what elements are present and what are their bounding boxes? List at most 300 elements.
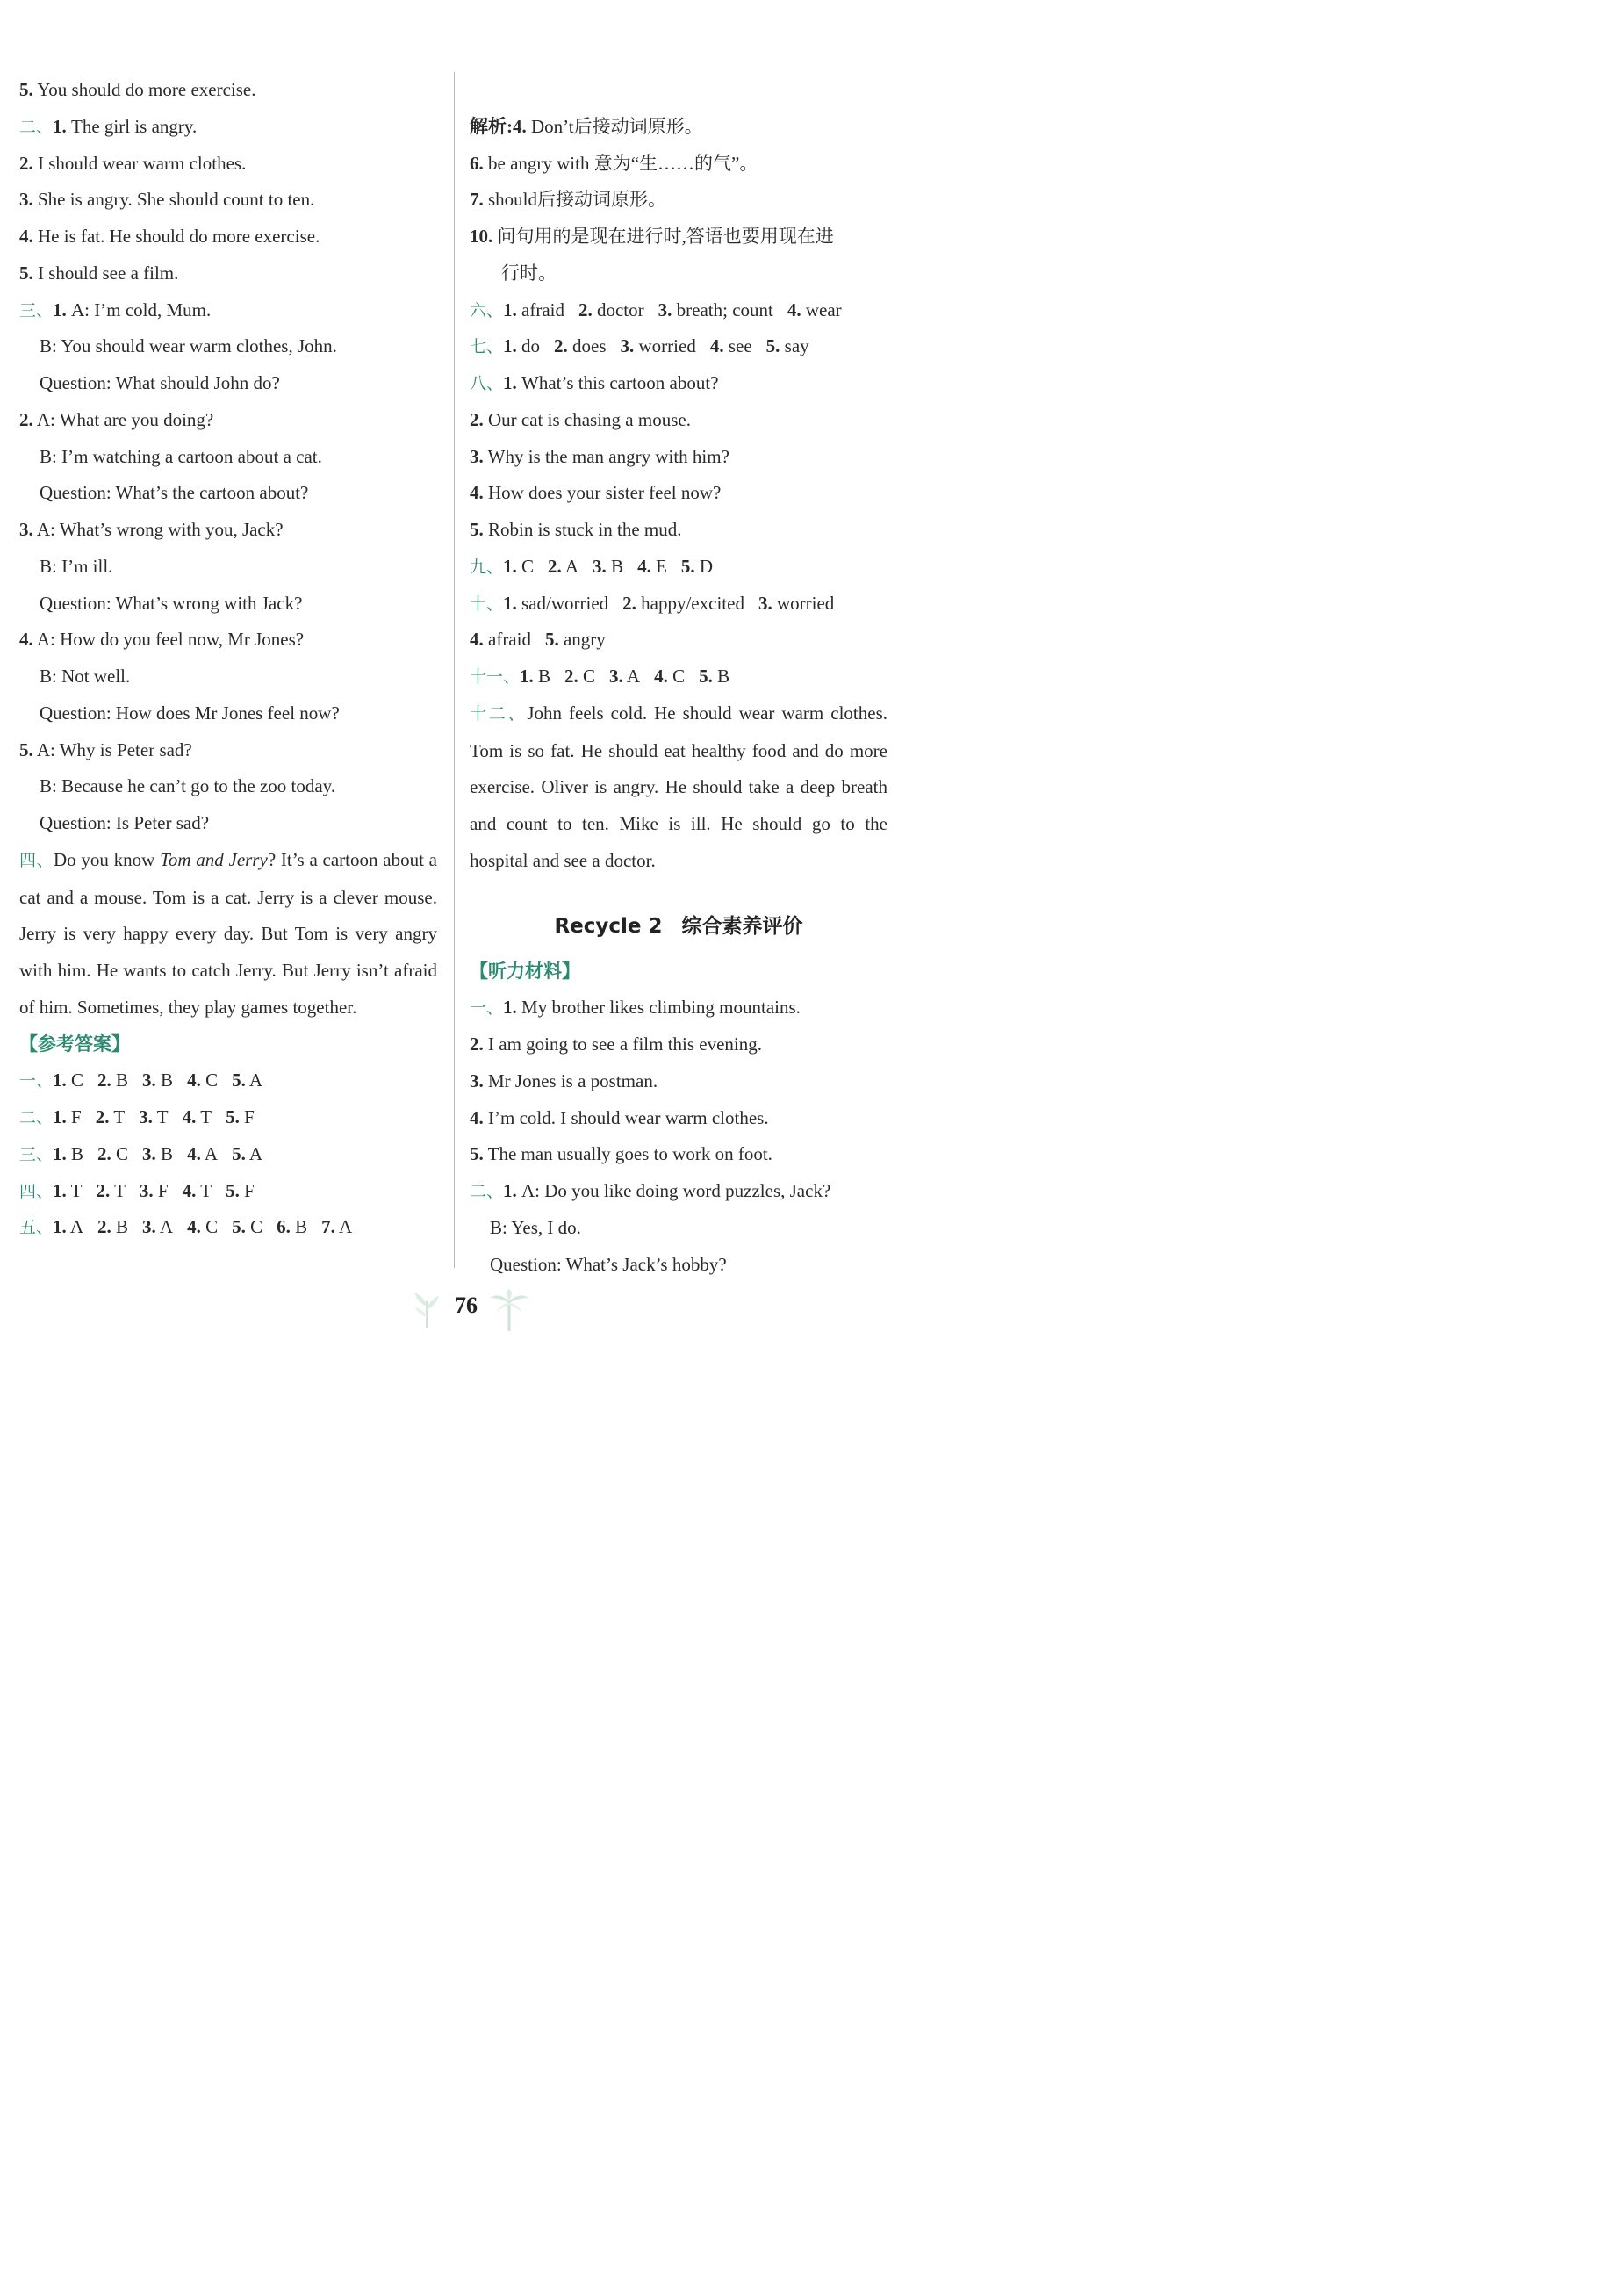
text-line — [19, 72, 437, 109]
line-text: should后接动词原形。 — [483, 189, 667, 211]
item-number: 1. — [503, 335, 517, 357]
item-number: 3. — [139, 1106, 153, 1127]
item-number: 2. — [19, 152, 33, 174]
answer-item — [187, 1136, 218, 1173]
section-11-answers — [470, 659, 887, 695]
section-label: 三、 — [19, 1144, 54, 1164]
answer-value: worried — [634, 335, 696, 357]
line-text: B: You should wear warm clothes, John. — [40, 335, 337, 357]
item-number: 5. — [544, 629, 559, 651]
item-number: 6. — [470, 152, 484, 174]
answer-value: afraid — [516, 299, 564, 320]
line-text: The girl is angry. — [66, 115, 198, 137]
section-label: 六、 — [470, 300, 504, 320]
item-number: 2. — [470, 1033, 484, 1055]
answer-item — [321, 1209, 352, 1246]
line-text: Question: What’s Jack’s hobby? — [490, 1253, 727, 1275]
answer-item — [622, 586, 744, 623]
item-number: 3. — [758, 592, 772, 614]
answer-value: T — [152, 1106, 169, 1127]
answer-item — [545, 622, 606, 659]
answer-item — [139, 1099, 168, 1136]
answers-8-10 — [470, 72, 887, 109]
answer-item — [187, 1062, 218, 1099]
answer-item — [503, 549, 534, 586]
item-number: 5. — [232, 1069, 246, 1091]
item-number: 5. — [470, 1143, 484, 1165]
item-number: 1. — [53, 1106, 67, 1127]
item-number: 1. — [503, 299, 517, 320]
answer-item — [53, 1209, 83, 1246]
item-number: 1. — [503, 592, 517, 614]
item-number: 5. — [232, 1142, 246, 1164]
analysis-block — [470, 109, 887, 292]
line-text: A: Do you like doing word puzzles, Jack? — [516, 1180, 831, 1201]
line-text: A: How do you feel now, Mr Jones? — [32, 629, 305, 651]
left-listening-items — [19, 72, 437, 842]
item-number: 7. — [321, 1216, 335, 1238]
line-text: Mr Jones is a postman. — [483, 1069, 658, 1091]
answer-item — [787, 292, 842, 329]
answer-item — [637, 549, 667, 586]
item-number: 2. — [622, 592, 636, 614]
item-number: 5. — [19, 262, 33, 284]
text-line — [19, 292, 437, 329]
left-column — [19, 72, 437, 1246]
answer-item — [710, 328, 752, 365]
text-line — [470, 1247, 887, 1284]
item-number: 1. — [53, 1179, 67, 1201]
text-line — [19, 732, 437, 769]
recycle-listening-items — [470, 990, 887, 1283]
answer-value: happy/excited — [636, 592, 744, 614]
text-line — [19, 586, 437, 623]
listening-material-heading: 【听力材料】 — [470, 960, 580, 982]
answer-value: say — [780, 335, 809, 357]
answer-item — [470, 622, 531, 659]
line-text: B: I’m ill. — [40, 555, 113, 577]
answer-item — [96, 1099, 125, 1136]
answer-row — [19, 1173, 437, 1210]
answer-item — [232, 1209, 262, 1246]
answer-value: B — [606, 555, 624, 577]
item-number: 2. — [470, 408, 484, 430]
section-label: 四、 — [19, 850, 54, 870]
answer-value: A — [561, 555, 579, 577]
answer-item — [53, 1062, 83, 1099]
recycle-heading — [470, 899, 887, 954]
item-number: 4. — [182, 1179, 197, 1201]
leaf-ornament-icon — [409, 1289, 444, 1329]
answer-key-heading: 【参考答案】 — [19, 1033, 130, 1055]
text-line — [19, 695, 437, 732]
line-text: Question: What’s wrong with Jack? — [40, 592, 303, 614]
item-number: 5. — [765, 335, 780, 357]
section-label: 十一、 — [470, 667, 521, 687]
answer-item — [226, 1099, 255, 1136]
answer-row — [19, 1209, 437, 1246]
item-number: 4. — [19, 226, 33, 247]
line-text: Question: Is Peter sad? — [40, 812, 210, 833]
section-label: 二、 — [470, 1182, 504, 1201]
text-line — [470, 512, 887, 549]
text-line — [470, 1136, 887, 1173]
item-number: 1. — [53, 1142, 67, 1164]
item-number: 1. — [53, 115, 67, 137]
text-line — [470, 1026, 887, 1063]
answer-item — [564, 659, 595, 695]
analysis-line — [470, 256, 887, 292]
line-text: How does your sister feel now? — [483, 482, 722, 504]
answer-value: D — [694, 555, 714, 577]
item-number: 5. — [680, 555, 695, 577]
answer-value: afraid — [483, 629, 531, 651]
section-label: 一、 — [19, 1071, 54, 1091]
passage-section-4: 四、Do you know Tom and Jerry? It’s a cartoon about a cat and a mouse. Tom is a cat. Jerry is a clever mouse. Jerry is very happy every day. But Tom is very angry with him. He wants to catch Jerry. But Jerry isn’t afraid of him. Sometimes, they play games together. — [19, 848, 437, 1018]
answer-value: C — [200, 1069, 219, 1091]
item-number: 4. — [470, 1106, 484, 1128]
answer-value: C — [516, 555, 535, 577]
answer-item — [183, 1173, 212, 1210]
line-text: B: Because he can’t go to the zoo today. — [40, 775, 336, 797]
answer-value: T — [196, 1106, 212, 1127]
section-9-answers — [470, 549, 887, 586]
item-number: 3. — [19, 519, 33, 540]
item-number: 1. — [53, 299, 67, 320]
item-number: 4. — [654, 666, 668, 687]
answer-item — [142, 1062, 173, 1099]
item-number: 4. — [187, 1069, 201, 1091]
answer-value: B — [111, 1216, 129, 1238]
section-label: 七、 — [470, 337, 504, 357]
text-line — [470, 1173, 887, 1210]
section-label: 十、 — [470, 594, 504, 614]
answer-item — [232, 1136, 262, 1173]
answer-item — [503, 292, 564, 329]
answer-value: wear — [801, 299, 842, 320]
text-line — [470, 475, 887, 512]
line-text: 行时。 — [501, 262, 557, 284]
answer-value: worried — [772, 592, 835, 614]
line-text: You should do more exercise. — [32, 79, 256, 100]
text-line — [19, 475, 437, 512]
item-number: 2. — [97, 1142, 111, 1164]
text-line — [19, 439, 437, 476]
text-line — [19, 805, 437, 842]
page-number: 76 — [455, 1293, 478, 1318]
line-text: A: What’s wrong with you, Jack? — [32, 519, 284, 540]
section-10-answers-cont — [470, 622, 887, 659]
answer-value: F — [239, 1179, 255, 1201]
palm-ornament-icon — [488, 1289, 530, 1333]
text-line — [470, 1100, 887, 1137]
item-number: 1. — [520, 666, 534, 687]
line-text: What’s this cartoon about? — [516, 372, 719, 393]
item-number: 3. — [658, 299, 672, 320]
answer-value: C — [111, 1142, 129, 1164]
item-number: 7. — [470, 189, 484, 211]
answer-item — [503, 328, 540, 365]
item-number: 1. — [503, 555, 517, 577]
item-number: 4. — [513, 115, 527, 137]
answer-value: C — [578, 666, 596, 687]
answer-item — [503, 586, 608, 623]
line-text: I should see a film. — [32, 262, 179, 284]
fill-in-answers — [470, 292, 887, 366]
answer-row — [19, 1099, 437, 1136]
answer-item — [187, 1209, 218, 1246]
item-number: 5. — [226, 1179, 240, 1201]
item-number: 4. — [709, 335, 724, 357]
text-line — [19, 146, 437, 183]
section-label: 八、 — [470, 374, 504, 393]
answer-item — [277, 1209, 307, 1246]
item-number: 10. — [470, 226, 493, 247]
line-text: He is fat. He should do more exercise. — [32, 226, 320, 247]
answer-item — [520, 659, 550, 695]
item-number: 3. — [609, 666, 623, 687]
answer-value: E — [650, 555, 667, 577]
text-line — [470, 402, 887, 439]
text-line — [19, 622, 437, 659]
section-label: 一、 — [470, 998, 504, 1019]
answer-row — [19, 1062, 437, 1099]
text-line — [19, 219, 437, 256]
item-number: 2. — [578, 299, 593, 320]
answer-item — [681, 549, 713, 586]
section-8-answers — [470, 365, 887, 549]
item-number: 3. — [593, 555, 607, 577]
answer-value: A — [622, 666, 641, 687]
answer-value: sad/worried — [516, 592, 609, 614]
item-number: 4. — [187, 1216, 201, 1238]
section-label: 九、 — [470, 557, 504, 577]
item-number: 1. — [503, 372, 517, 393]
item-number: 5. — [699, 666, 713, 687]
line-text: A: I’m cold, Mum. — [66, 299, 212, 320]
answer-item — [226, 1173, 255, 1210]
item-number: 3. — [139, 1179, 154, 1201]
text-line — [19, 549, 437, 586]
answer-item — [53, 1136, 83, 1173]
text-line — [19, 659, 437, 695]
item-number: 3. — [470, 445, 484, 467]
line-text: 问句用的是现在进行时,答语也要用现在进 — [492, 226, 834, 247]
text-line — [470, 1063, 887, 1100]
answer-item — [766, 328, 809, 365]
answer-item — [609, 659, 640, 695]
line-text: Why is the man angry with him? — [483, 445, 729, 467]
line-text: A: What are you doing? — [32, 408, 214, 430]
line-text: B: I’m watching a cartoon about a cat. — [40, 445, 322, 467]
answer-value: B — [533, 666, 551, 687]
answer-item — [97, 1062, 128, 1099]
answer-value: F — [239, 1106, 255, 1127]
answer-item — [53, 1099, 82, 1136]
answer-value: angry — [558, 629, 606, 651]
answer-row — [19, 1136, 437, 1173]
answer-item — [554, 328, 607, 365]
section-label: 五、 — [19, 1218, 54, 1238]
recycle-title: Recycle 2 — [554, 914, 663, 938]
analysis-line — [470, 219, 887, 256]
answer-item — [142, 1136, 173, 1173]
right-column — [470, 72, 887, 1283]
answer-value: breath; count — [672, 299, 773, 320]
text-line — [19, 365, 437, 402]
text-line — [19, 402, 437, 439]
answer-value: B — [155, 1069, 174, 1091]
page-footer — [0, 1289, 966, 1333]
column-divider — [454, 72, 455, 1268]
line-text: B: Not well. — [40, 666, 131, 687]
item-number: 2. — [554, 335, 568, 357]
item-number: 4. — [470, 629, 484, 651]
answer-value: does — [567, 335, 607, 357]
answer-value: T — [110, 1179, 126, 1201]
item-number: 2. — [97, 1216, 111, 1238]
item-number: 4. — [787, 299, 801, 320]
answer-value: A — [334, 1216, 353, 1238]
item-number: 1. — [53, 1216, 67, 1238]
answer-value: doctor — [592, 299, 644, 320]
section-label: 二、 — [19, 1108, 54, 1127]
answer-item — [658, 292, 773, 329]
line-text: Question: What should John do? — [40, 372, 280, 393]
analysis-line — [470, 182, 887, 219]
item-number: 5. — [19, 79, 33, 100]
line-text: She is angry. She should count to ten. — [32, 189, 315, 211]
answer-value: T — [66, 1179, 83, 1201]
line-text: I should wear warm clothes. — [32, 152, 247, 174]
item-number: 2. — [97, 1069, 111, 1091]
item-number: 3. — [19, 189, 33, 211]
item-number: 5. — [19, 738, 33, 760]
answer-value: C — [667, 666, 686, 687]
item-number: 4. — [637, 555, 651, 577]
line-text: Don’t后接动词原形。 — [526, 115, 703, 137]
analysis-label: 解析: — [470, 115, 513, 137]
answer-value: C — [200, 1216, 219, 1238]
item-number: 5. — [470, 519, 484, 540]
item-number: 2. — [548, 555, 562, 577]
answer-value: T — [109, 1106, 126, 1127]
line-text: The man usually goes to work on foot. — [483, 1143, 772, 1165]
answer-value: A — [66, 1216, 84, 1238]
item-number: 2. — [564, 666, 578, 687]
answer-value: F — [66, 1106, 82, 1127]
answer-value: B — [111, 1069, 129, 1091]
item-number: 4. — [182, 1106, 197, 1127]
item-number: 3. — [142, 1142, 156, 1164]
answer-value: B — [155, 1142, 174, 1164]
text-line — [19, 512, 437, 549]
answer-value: B — [712, 666, 730, 687]
item-number: 3. — [142, 1216, 156, 1238]
text-line — [19, 182, 437, 219]
answer-value: see — [723, 335, 752, 357]
section-12-writing: 十二、John feels cold. He should wear warm clothes. Tom is so fat. He should eat healthy food and do more exercise. Oliver is angry. He should take a deep breath and count to ten. Mike is ill. He should go to the hospital and see a doctor. — [470, 702, 887, 871]
answer-value: B — [66, 1142, 84, 1164]
item-number: 2. — [95, 1106, 110, 1127]
section-label: 十二、 — [470, 703, 528, 724]
item-number: 1. — [53, 1069, 67, 1091]
item-number: 1. — [503, 997, 517, 1019]
answer-item — [183, 1099, 212, 1136]
item-number: 2. — [96, 1179, 111, 1201]
line-text: I’m cold. I should wear warm clothes. — [483, 1106, 769, 1128]
text-line — [470, 439, 887, 476]
section-label: 二、 — [19, 117, 54, 137]
item-number: 4. — [19, 629, 33, 651]
line-text: Question: How does Mr Jones feel now? — [40, 702, 340, 724]
answer-item — [97, 1209, 128, 1246]
answer-value: do — [516, 335, 541, 357]
answer-key-rows — [19, 1062, 437, 1246]
answer-row — [470, 292, 887, 329]
text-line — [19, 256, 437, 292]
answer-item — [96, 1173, 125, 1210]
line-text: B: Yes, I do. — [490, 1216, 581, 1238]
section-10-answers — [470, 586, 887, 623]
recycle-subtitle: 综合素养评价 — [681, 914, 803, 938]
analysis-line — [470, 146, 887, 183]
line-text: I am going to see a film this evening. — [483, 1033, 763, 1055]
answer-value: C — [66, 1069, 84, 1091]
text-line — [470, 1210, 887, 1247]
answer-item — [53, 1173, 82, 1210]
cartoon-title: Tom and Jerry — [160, 848, 268, 870]
answer-item — [140, 1173, 169, 1210]
answer-item — [593, 549, 623, 586]
text-line — [470, 990, 887, 1026]
item-number: 3. — [142, 1069, 156, 1091]
item-number: 5. — [232, 1216, 246, 1238]
answer-row — [470, 328, 887, 365]
item-number: 6. — [277, 1216, 291, 1238]
answer-value: F — [153, 1179, 169, 1201]
answer-item — [621, 328, 696, 365]
text-line — [19, 109, 437, 146]
answer-value: C — [245, 1216, 263, 1238]
answer-value: A — [245, 1142, 263, 1164]
answer-item — [654, 659, 685, 695]
answer-value: T — [196, 1179, 212, 1201]
item-number: 1. — [503, 1180, 517, 1201]
answer-item — [548, 549, 578, 586]
answer-item — [232, 1062, 262, 1099]
answer-item — [97, 1136, 128, 1173]
line-text: A: Why is Peter sad? — [32, 738, 192, 760]
answer-value: A — [200, 1142, 219, 1164]
section-label: 三、 — [19, 300, 54, 320]
text-line — [470, 365, 887, 402]
answer-item — [578, 292, 644, 329]
line-text: Our cat is chasing a mouse. — [483, 408, 691, 430]
item-number: 3. — [620, 335, 635, 357]
answer-item — [142, 1209, 173, 1246]
section-label: 四、 — [19, 1181, 54, 1201]
item-number: 5. — [226, 1106, 240, 1127]
analysis-line — [470, 109, 887, 146]
item-number: 4. — [470, 482, 484, 504]
answer-value: A — [155, 1216, 174, 1238]
text-line — [19, 328, 437, 365]
line-text: Question: What’s the cartoon about? — [40, 482, 309, 504]
item-number: 3. — [470, 1069, 484, 1091]
answer-value: A — [245, 1069, 263, 1091]
text-line — [19, 768, 437, 805]
